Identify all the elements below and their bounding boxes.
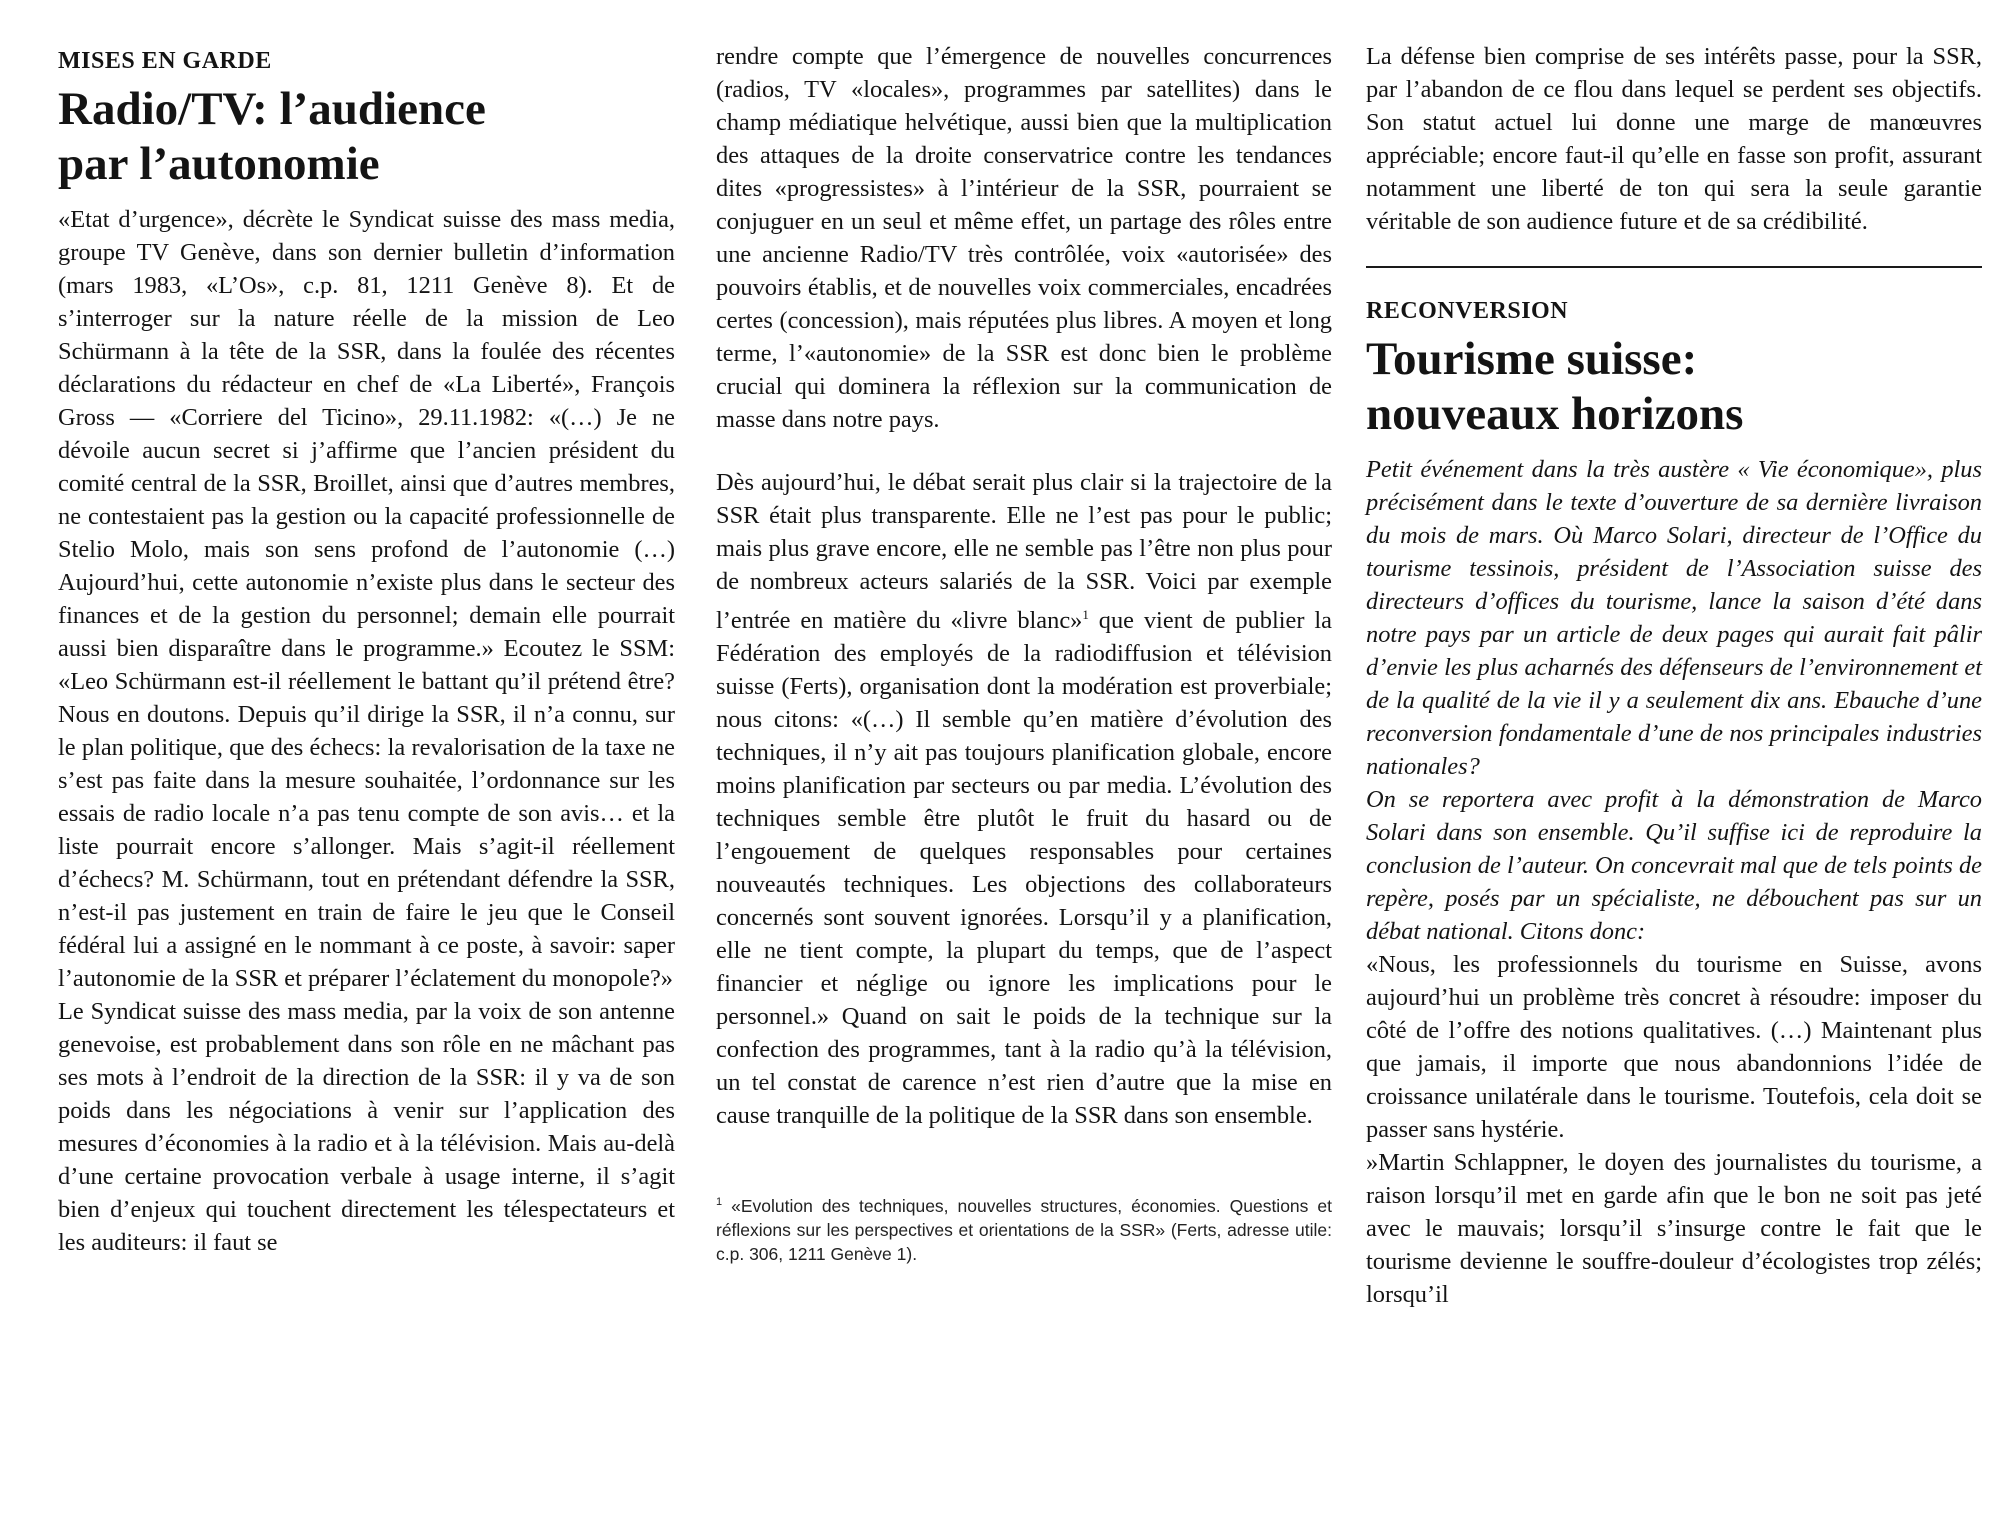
article2-kicker: RECONVERSION: [1366, 298, 1569, 324]
article-divider: [1366, 266, 1982, 268]
article1-paragraph-3: rendre compte que l’émergence de nouvelles concurrences (radios, TV «locales», programmes par satellites) dans le champ médiatique helvétique, aussi bien que la multiplication des attaques de la droite conservatrice contre les tendances dites «progressistes» à l’intérieur de la SSR, pourraient se conjuguer en un seul et même effet, un partage des rôles entre une ancienne Radio/TV très contrôlée, voix «autorisée» des pouvoirs établis, et de nouvelles voix commerciales, encadrées certes (concession), mais réputées plus libres. A moyen et long terme, l’«autonomie» de la SSR est donc bien le problème crucial qui dominera la réflexion sur la communication de masse dans notre pays.: [716, 43, 1332, 433]
article2-headline: [1366, 332, 1982, 441]
article2-headline-line1: Tourisme suisse:: [1366, 333, 1698, 386]
footnote: [716, 1190, 1332, 1266]
column-2: [716, 40, 1332, 1266]
article1-headline-line2: par l’autonomie: [58, 137, 380, 190]
article1-body-col3: [1366, 40, 1982, 238]
article2-quote-paragraph-2: »Martin Schlappner, le doyen des journalistes du tourisme, a raison lorsqu’il met en garde afin que le bon ne soit pas jeté avec le mauvais; lorsqu’il s’insurge contre le fait que le tourisme devienne le souffre-douleur d’écologistes trop zélés; lorsqu’il: [1366, 1149, 1982, 1309]
article2-quote-paragraph-1: «Nous, les professionnels du tourisme en Suisse, avons aujourd’hui un problème très concret à résoudre: imposer du côté de l’offre des notions qualitatives. (…) Maintenant plus que jamais, il importe que nous abandonnions l’idée de croissance unilatérale dans le tourisme. Toutefois, cela doit se passer sans hystérie.: [1366, 951, 1982, 1144]
article1-headline-line1: Radio/TV: l’audience: [58, 83, 486, 136]
article1-paragraph-5: La défense bien comprise de ses intérêts passe, pour la SSR, par l’abandon de ce flou dans lequel se perdent ses objectifs. Son statut actuel lui donne une marge de manœuvres appréciable; encore faut-il qu’elle en fasse son profit, assurant notamment une liberté de ton qui sera la seule garantie véritable de son audience future et de sa crédibilité.: [1366, 43, 1982, 235]
article1-paragraph-4: [716, 466, 1332, 1132]
article1-paragraph-1: «Etat d’urgence», décrète le Syndicat suisse des mass media, groupe TV Genève, dans son dernier bulletin d’information (mars 1983, «L’Os», c.p. 81, 1211 Genève 8). Et de s’interroger sur la nature réelle de la mission de Leo Schürmann à la tête de la SSR, dans la foulée des récentes déclarations du rédacteur en chef de «La Liberté», François Gross — «Corriere del Ticino», 29.11.1982: «(…) Je ne dévoile aucun secret si j’affirme que l’ancien président du comité central de la SSR, Broillet, ainsi que d’autres membres, ne contestaient pas la gestion ou la capacité professionnelle de Stelio Molo, mais son sens profond de l’autonomie (…) Aujourd’hui, cette autonomie n’existe plus dans le secteur des finances et de la gestion du personnel; demain elle pourrait aussi bien disparaître dans le programme.» Ecoutez le SSM: «Leo Schürmann est-il réellement le battant qu’il prétend être? Nous en doutons. Depuis qu’il dirige la SSR, il n’a connu, sur le plan politique, que des échecs: la revalorisation de la taxe ne s’est pas faite dans la mesure souhaitée, l’ordonnance sur les essais de radio locale n’a pas tenu compte de son avis… et la liste pourrait encore s’allonger. Mais s’agit-il réellement d’échecs? M. Schürmann, tout en prétendant défendre la SSR, n’est-il pas justement en train de faire le jeu que le Conseil fédéral lui a assigné en le nommant à ce poste, à savoir: saper l’autonomie de la SSR et préparer l’éclatement du monopole?»: [58, 206, 675, 993]
article2-headline-line2: nouveaux horizons: [1366, 387, 1744, 440]
column-3: [1366, 40, 1982, 1311]
footnote-reference: 1: [1082, 607, 1089, 622]
article2-intro: [1366, 453, 1982, 948]
paragraph-4-part-b: que vient de publier la Fédération des employés de la radiodiffusion et télévision suisse (Ferts), organisation dont la modération est proverbiale; nous citons: «(…) Il semble qu’en matière d’évolution des techniques, il n’y ait pas toujours planification globale, encore moins planification par secteurs ou par media. L’évolution des techniques semble être plutôt le fruit du hasard ou de l’engouement de quelques responsables pour certaines nouveautés techniques. Les objections des collaborateurs concernés sont souvent ignorées. Lorsqu’il y a planification, elle ne tient compte, la plupart du temps, que de l’aspect financier et néglige ou ignore les implications pour le personnel.» Quand on sait le poids de la technique sur la confection des programmes, tant à la radio qu’à la télévision, un tel constat de carence n’est rien d’autre que la mise en cause tranquille de la politique de la SSR dans son ensemble.: [716, 607, 1332, 1130]
column-1: [58, 40, 675, 1259]
article1-body-col1: [58, 203, 675, 1259]
article2-body: [1366, 948, 1982, 1311]
footnote-number: 1: [716, 1196, 723, 1209]
article2-intro-paragraph-1: Petit événement dans la très austère « Vie économique», plus précisément dans le texte d’ouverture de sa dernière livraison du mois de mars. Où Marco Solari, directeur de l’Office du tourisme tessinois, président de l’Association suisse des directeurs d’offices du tourisme, lance la saison d’été dans notre pays par un article de deux pages qui aurait fait pâlir d’envie les plus acharnés des défenseurs de l’environnement et de la qualité de la vie il y a seulement dix ans. Ebauche d’une reconversion fondamentale d’une de nos principales industries nationales?: [1366, 456, 1982, 781]
article1-kicker: MISES EN GARDE: [58, 48, 272, 74]
footnote-text: «Evolution des techniques, nouvelles structures, économies. Questions et réflexions sur les perspectives et orientations de la SSR» (Ferts, adresse utile: c.p. 306, 1211 Genève 1).: [716, 1195, 1332, 1264]
article2-intro-paragraph-2: On se reportera avec profit à la démonstration de Marco Solari dans son ensemble. Qu’il suffise ici de reproduire la conclusion de l’auteur. On concevrait mal que de tels points de repère, posés par un spécialiste, ne débouchent pas sur un débat national. Citons donc:: [1366, 786, 1982, 946]
paragraph-4-part-a: Dès aujourd’hui, le débat serait plus clair si la trajectoire de la SSR était plus transparente. Elle ne l’est pas pour le public; mais plus grave encore, elle ne semble pas l’être non plus pour de nombreux acteurs salariés de la SSR. Voici par exemple l’entrée en matière du «livre blanc»: [716, 469, 1332, 635]
article1-body-col2: [716, 40, 1332, 1132]
article1-headline: [58, 82, 675, 191]
article1-paragraph-2: Le Syndicat suisse des mass media, par la voix de son antenne genevoise, est probablement dans son rôle en ne mâchant pas ses mots à l’endroit de la direction de la SSR: il y va de son poids dans les négociations à venir sur l’application des mesures d’économies à la radio et à la télévision. Mais au-delà d’une certaine provocation verbale à usage interne, il s’agit bien d’enjeux qui touchent directement les télespectateurs et les auditeurs: il faut se: [58, 998, 675, 1257]
